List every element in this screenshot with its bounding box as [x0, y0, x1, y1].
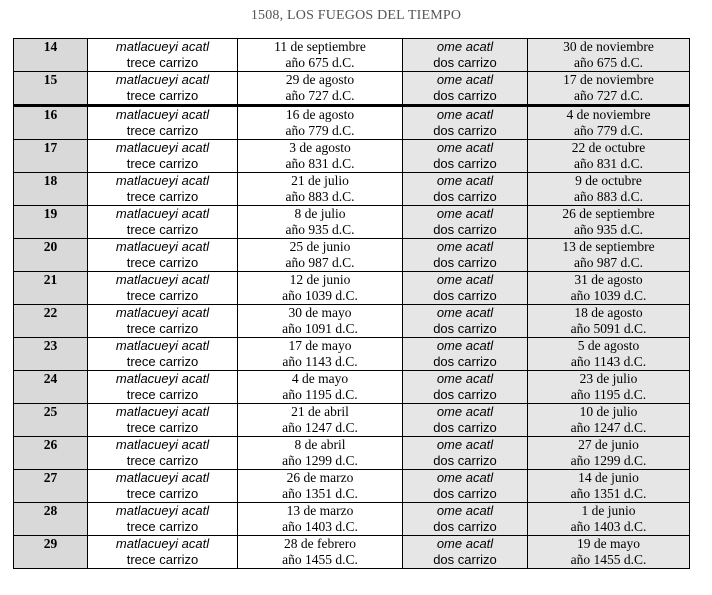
year-text: año 1143 d.C. [570, 354, 647, 369]
spanish-name: trece carrizo [126, 222, 199, 237]
start-day-name [88, 239, 238, 272]
year-text: año 831 d.C. [285, 156, 355, 171]
end-day-name [403, 470, 528, 503]
table-row [14, 536, 690, 569]
cycle-number: 19 [14, 206, 88, 239]
end-day-name [403, 72, 528, 106]
start-day-name [88, 72, 238, 106]
year-text: año 1455 d.C. [282, 552, 358, 567]
nahuatl-name: ome acatl [436, 39, 494, 54]
end-date [528, 39, 690, 72]
start-day-name [88, 437, 238, 470]
spanish-name: trece carrizo [126, 486, 199, 501]
date-text: 28 de febrero [284, 536, 356, 551]
spanish-name: trece carrizo [126, 123, 199, 138]
end-day-name [403, 338, 528, 371]
date-text: 8 de abril [294, 437, 346, 452]
year-text: año 935 d.C. [574, 222, 643, 237]
cycle-number: 14 [14, 39, 88, 72]
date-text: 10 de julio [579, 404, 638, 419]
year-text: año 779 d.C. [574, 123, 643, 138]
date-text: 25 de junio [289, 239, 351, 254]
start-date [238, 140, 403, 173]
date-text: 30 de noviembre [563, 39, 654, 54]
spanish-name: dos carrizo [433, 453, 497, 468]
table-row [14, 371, 690, 404]
cycle-number: 26 [14, 437, 88, 470]
nahuatl-name: ome acatl [436, 404, 494, 419]
end-day-name [403, 140, 528, 173]
year-text: año 1143 d.C. [282, 354, 358, 369]
year-text: año 1247 d.C. [282, 420, 358, 435]
start-day-name [88, 404, 238, 437]
spanish-name: trece carrizo [126, 519, 199, 534]
cycle-number: 24 [14, 371, 88, 404]
start-day-name [88, 206, 238, 239]
end-day-name [403, 305, 528, 338]
cycle-number: 22 [14, 305, 88, 338]
nahuatl-name: ome acatl [436, 470, 494, 485]
calendar-table [13, 38, 690, 569]
year-text: año 1455 d.C. [570, 552, 647, 567]
date-text: 26 de septiembre [562, 206, 655, 221]
date-text: 21 de abril [291, 404, 349, 419]
spanish-name: dos carrizo [433, 387, 497, 402]
year-text: año 1039 d.C. [570, 288, 647, 303]
end-date [528, 173, 690, 206]
nahuatl-name: ome acatl [436, 437, 494, 452]
year-text: año 675 d.C. [285, 55, 355, 70]
end-date [528, 437, 690, 470]
nahuatl-name: ome acatl [436, 338, 494, 353]
end-day-name [403, 106, 528, 140]
start-date [238, 503, 403, 536]
spanish-name: trece carrizo [126, 156, 199, 171]
year-text: año 1091 d.C. [282, 321, 358, 336]
spanish-name: dos carrizo [433, 354, 497, 369]
year-text: año 1351 d.C. [282, 486, 358, 501]
date-text: 17 de noviembre [563, 72, 654, 87]
start-date [238, 536, 403, 569]
end-date [528, 106, 690, 140]
nahuatl-name: ome acatl [436, 107, 494, 122]
date-text: 27 de junio [578, 437, 639, 452]
start-day-name [88, 39, 238, 72]
table-body [14, 39, 690, 569]
date-text: 5 de agosto [577, 338, 640, 353]
start-day-name [88, 106, 238, 140]
nahuatl-name: ome acatl [436, 536, 494, 551]
end-day-name [403, 371, 528, 404]
end-date [528, 503, 690, 536]
cycle-number: 15 [14, 72, 88, 106]
end-date [528, 272, 690, 305]
nahuatl-name: matlacueyi acatl [115, 536, 210, 551]
start-date [238, 206, 403, 239]
spanish-name: dos carrizo [433, 222, 497, 237]
spanish-name: trece carrizo [126, 420, 199, 435]
start-date [238, 239, 403, 272]
year-text: año 1403 d.C. [570, 519, 647, 534]
year-text: año 987 d.C. [574, 255, 643, 270]
date-text: 4 de mayo [291, 371, 349, 386]
nahuatl-name: matlacueyi acatl [115, 470, 210, 485]
end-date [528, 72, 690, 106]
nahuatl-name: matlacueyi acatl [115, 437, 210, 452]
spanish-name: trece carrizo [126, 321, 199, 336]
spanish-name: trece carrizo [126, 453, 199, 468]
nahuatl-name: ome acatl [436, 72, 494, 87]
end-date [528, 239, 690, 272]
table-row [14, 106, 690, 140]
nahuatl-name: matlacueyi acatl [115, 272, 210, 287]
spanish-name: trece carrizo [126, 88, 199, 103]
end-date [528, 470, 690, 503]
spanish-name: trece carrizo [126, 255, 199, 270]
year-text: año 935 d.C. [285, 222, 355, 237]
year-text: año 883 d.C. [285, 189, 355, 204]
end-date [528, 140, 690, 173]
table-row [14, 404, 690, 437]
start-date [238, 404, 403, 437]
start-day-name [88, 536, 238, 569]
nahuatl-name: ome acatl [436, 272, 494, 287]
start-day-name [88, 272, 238, 305]
start-date [238, 272, 403, 305]
nahuatl-name: matlacueyi acatl [115, 72, 210, 87]
year-text: año 1195 d.C. [282, 387, 358, 402]
start-day-name [88, 140, 238, 173]
end-date [528, 404, 690, 437]
date-text: 31 de agosto [574, 272, 643, 287]
year-text: año 1299 d.C. [282, 453, 358, 468]
date-text: 1 de junio [581, 503, 636, 518]
nahuatl-name: ome acatl [436, 239, 494, 254]
start-date [238, 371, 403, 404]
spanish-name: dos carrizo [433, 420, 497, 435]
date-text: 18 de agosto [574, 305, 643, 320]
nahuatl-name: ome acatl [436, 173, 494, 188]
spanish-name: trece carrizo [126, 552, 199, 567]
date-text: 12 de junio [289, 272, 351, 287]
nahuatl-name: matlacueyi acatl [115, 206, 210, 221]
date-text: 4 de noviembre [566, 107, 651, 122]
start-date [238, 106, 403, 140]
end-date [528, 206, 690, 239]
year-text: año 779 d.C. [285, 123, 355, 138]
start-date [238, 72, 403, 106]
nahuatl-name: ome acatl [436, 371, 494, 386]
start-date [238, 470, 403, 503]
year-text: año 1351 d.C. [570, 486, 647, 501]
spanish-name: trece carrizo [126, 55, 199, 70]
date-text: 13 de marzo [286, 503, 354, 518]
start-date [238, 173, 403, 206]
end-day-name [403, 536, 528, 569]
end-day-name [403, 503, 528, 536]
date-text: 23 de julio [579, 371, 638, 386]
start-day-name [88, 338, 238, 371]
date-text: 8 de julio [294, 206, 346, 221]
end-day-name [403, 239, 528, 272]
nahuatl-name: matlacueyi acatl [115, 140, 210, 155]
spanish-name: dos carrizo [433, 288, 497, 303]
nahuatl-name: ome acatl [436, 140, 494, 155]
spanish-name: dos carrizo [433, 255, 497, 270]
date-text: 14 de junio [578, 470, 639, 485]
date-text: 19 de mayo [577, 536, 640, 551]
date-text: 13 de septiembre [562, 239, 655, 254]
nahuatl-name: ome acatl [436, 305, 494, 320]
year-text: año 987 d.C. [285, 255, 355, 270]
year-text: año 1039 d.C. [282, 288, 358, 303]
start-day-name [88, 503, 238, 536]
date-text: 16 de agosto [285, 107, 355, 122]
date-text: 22 de octubre [571, 140, 646, 155]
year-text: año 727 d.C. [574, 88, 643, 103]
end-date [528, 305, 690, 338]
spanish-name: dos carrizo [433, 88, 497, 103]
nahuatl-name: matlacueyi acatl [115, 338, 210, 353]
year-text: año 1403 d.C. [282, 519, 358, 534]
table-row [14, 305, 690, 338]
cycle-number: 18 [14, 173, 88, 206]
table-row [14, 206, 690, 239]
spanish-name: dos carrizo [433, 55, 497, 70]
year-text: año 1247 d.C. [570, 420, 647, 435]
spanish-name: dos carrizo [433, 123, 497, 138]
date-text: 26 de marzo [286, 470, 354, 485]
end-day-name [403, 404, 528, 437]
spanish-name: dos carrizo [433, 156, 497, 171]
end-date [528, 536, 690, 569]
end-date [528, 338, 690, 371]
table-row [14, 72, 690, 106]
start-date [238, 305, 403, 338]
spanish-name: trece carrizo [126, 288, 199, 303]
end-day-name [403, 39, 528, 72]
date-text: 9 de octubre [575, 173, 642, 188]
table-row [14, 470, 690, 503]
start-day-name [88, 173, 238, 206]
spanish-name: dos carrizo [433, 519, 497, 534]
year-text: año 1299 d.C. [570, 453, 647, 468]
table-row [14, 173, 690, 206]
spanish-name: trece carrizo [126, 189, 199, 204]
end-date [528, 371, 690, 404]
table-row [14, 39, 690, 72]
spanish-name: dos carrizo [433, 189, 497, 204]
spanish-name: dos carrizo [433, 552, 497, 567]
nahuatl-name: ome acatl [436, 503, 494, 518]
nahuatl-name: matlacueyi acatl [115, 305, 210, 320]
nahuatl-name: matlacueyi acatl [115, 173, 210, 188]
start-date [238, 437, 403, 470]
nahuatl-name: matlacueyi acatl [115, 503, 210, 518]
table-row [14, 437, 690, 470]
table-row [14, 140, 690, 173]
spanish-name: trece carrizo [126, 387, 199, 402]
nahuatl-name: ome acatl [436, 206, 494, 221]
table-row [14, 272, 690, 305]
cycle-number: 27 [14, 470, 88, 503]
start-day-name [88, 470, 238, 503]
cycle-number: 17 [14, 140, 88, 173]
end-day-name [403, 437, 528, 470]
date-text: 3 de agosto [289, 140, 351, 155]
table-row [14, 239, 690, 272]
nahuatl-name: matlacueyi acatl [115, 107, 210, 122]
year-text: año 1195 d.C. [570, 387, 647, 402]
spanish-name: dos carrizo [433, 486, 497, 501]
date-text: 11 de septiembre [274, 39, 366, 54]
date-text: 30 de mayo [288, 305, 352, 320]
end-day-name [403, 272, 528, 305]
year-text: año 5091 d.C. [570, 321, 647, 336]
nahuatl-name: matlacueyi acatl [115, 39, 210, 54]
table-row [14, 338, 690, 371]
nahuatl-name: matlacueyi acatl [115, 239, 210, 254]
cycle-number: 23 [14, 338, 88, 371]
end-day-name [403, 206, 528, 239]
page-title: 1508, LOS FUEGOS DEL TIEMPO [250, 8, 462, 23]
start-date [238, 338, 403, 371]
date-text: 29 de agosto [285, 72, 355, 87]
date-text: 17 de mayo [288, 338, 352, 353]
start-day-name [88, 371, 238, 404]
cycle-number: 20 [14, 239, 88, 272]
cycle-number: 29 [14, 536, 88, 569]
cycle-number: 21 [14, 272, 88, 305]
spanish-name: dos carrizo [433, 321, 497, 336]
spanish-name: trece carrizo [126, 354, 199, 369]
year-text: año 883 d.C. [574, 189, 643, 204]
nahuatl-name: matlacueyi acatl [115, 371, 210, 386]
cycle-number: 25 [14, 404, 88, 437]
year-text: año 831 d.C. [574, 156, 643, 171]
date-text: 21 de julio [291, 173, 349, 188]
start-day-name [88, 305, 238, 338]
cycle-number: 28 [14, 503, 88, 536]
year-text: año 727 d.C. [285, 88, 355, 103]
table-row [14, 503, 690, 536]
end-day-name [403, 173, 528, 206]
start-date [238, 39, 403, 72]
cycle-number: 16 [14, 106, 88, 140]
year-text: año 675 d.C. [574, 55, 643, 70]
nahuatl-name: matlacueyi acatl [115, 404, 210, 419]
